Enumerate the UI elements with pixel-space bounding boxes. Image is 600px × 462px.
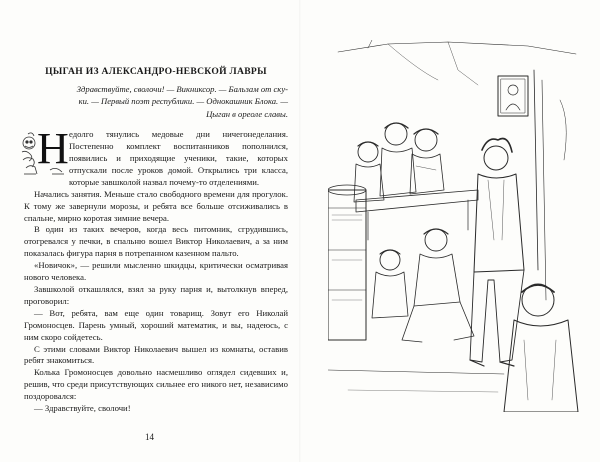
book-gutter xyxy=(299,0,301,462)
paragraph: Завшколой откашлялся, взял за руку парня и, вытолкнув вперед, проговорил: xyxy=(24,284,288,306)
paragraph: Начались занятия. Меньше стало свободного времени для прогулок. К тому же завернули морозы, и ребята все больше отсиживались в спальне, мирно коротая зимние вечера. xyxy=(24,188,288,223)
illustration-boys-around-stove-icon xyxy=(328,40,582,412)
paragraph: — Здравствуйте, сволочи! xyxy=(34,403,131,414)
page-number: 14 xyxy=(145,432,154,442)
chapter-title: ЦЫГАН ИЗ АЛЕКСАНДРО-НЕВСКОЙ ЛАВРЫ xyxy=(45,66,267,77)
paragraph: «Новичок», — решили мысленно шкидцы, критически осматривая нового человека. xyxy=(24,260,288,283)
paragraph: С этими словами Виктор Николаевич вышел из комнаты, оставив ребят знакомиться. xyxy=(24,343,288,366)
chapter-body xyxy=(24,124,288,415)
drop-cap-ornament xyxy=(20,124,69,178)
epigraph-line: Цыган в ореоле славы. xyxy=(206,108,288,119)
paragraph: Колька Громоносцев довольно насмешливо оглядел сидевших и, решив, что среди присутствующих сильнее его никого нет, независимо поздоровался: xyxy=(24,367,288,402)
epigraph-line: Здравствуйте, сволочи! — Викниксор. — Бальзам от ску- xyxy=(76,84,288,94)
epigraph xyxy=(24,83,288,120)
opening-paragraph-block xyxy=(24,124,288,189)
paragraph: — Вот, ребята, вам еще один товарищ. Зовут его Николай Громоносцев. Парень умный, хороший математик, и вы, надеюсь, с ним скоро сойдетесь. xyxy=(24,307,288,342)
drop-cap-letter: Н xyxy=(37,124,69,174)
left-page xyxy=(24,66,288,415)
epigraph-line: ки. — Первый поэт республики. — Однокашник Блока. — xyxy=(78,96,288,107)
paragraph: В один из таких вечеров, когда весь питомник, сгрудившись, отогревался у печки, в спальню вошел Виктор Николаевич, а за ним показалась фигура парня в потрепанном казенном пальто. xyxy=(24,224,288,259)
paragraph: едолго тянулись медовые дни ничегонеделания. Постепенно комплект воспитанников пополнился, появились и приходящие ученики, такие, которых отпускали после уроков домой. Открылись три класса, которые завшколой назвал почему-то отделениями. xyxy=(69,129,288,187)
